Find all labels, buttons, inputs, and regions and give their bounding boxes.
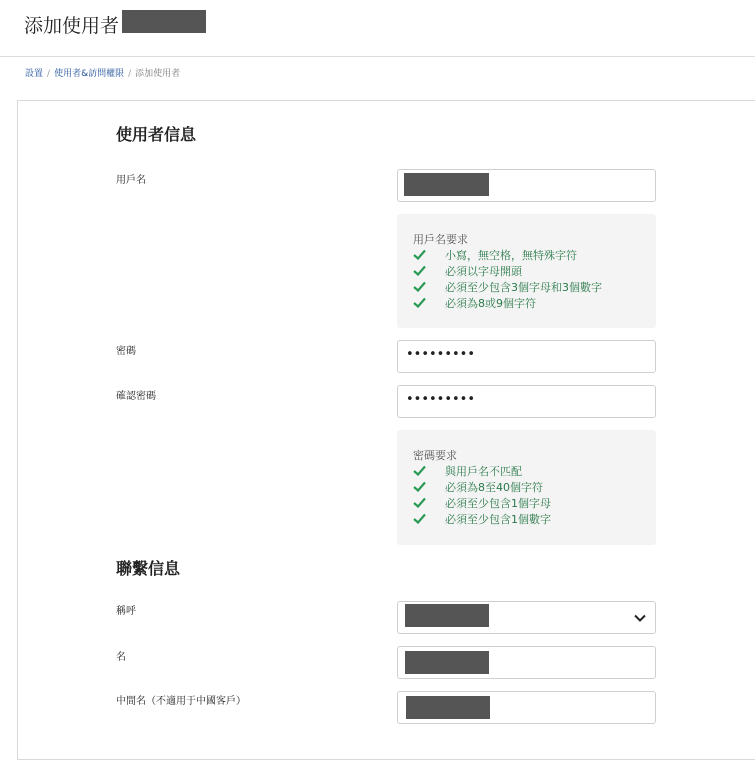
redacted-middle-name-value — [406, 696, 490, 719]
username-requirements-panel — [397, 214, 656, 328]
breadcrumb-separator: / — [47, 69, 51, 79]
requirement-text: 必須至少包含3個字母和3個數字 — [445, 281, 602, 294]
first-name-label: 名 — [116, 652, 126, 663]
page-title: 添加使用者 — [24, 15, 120, 37]
password-requirements-panel — [397, 430, 656, 545]
check-icon — [413, 297, 426, 308]
section-title-contact-info: 聯繫信息 — [116, 559, 181, 578]
page-header — [0, 0, 755, 57]
breadcrumb-item-users-access[interactable]: 使用者&訪問權限 — [54, 69, 125, 79]
redacted-first-name-value — [405, 651, 489, 674]
confirm-password-masked-value: ••••••••• — [406, 392, 476, 407]
section-title-user-info: 使用者信息 — [116, 125, 197, 144]
breadcrumb-separator: / — [128, 69, 132, 79]
breadcrumb-item-current: 添加使用者 — [135, 69, 181, 79]
confirm-password-label: 確認密碼 — [116, 391, 156, 402]
salutation-select[interactable] — [397, 601, 656, 634]
requirement-text: 必須為8或9個字符 — [445, 297, 536, 310]
first-name-input[interactable] — [397, 646, 656, 679]
check-icon — [413, 281, 426, 292]
check-icon — [413, 265, 426, 276]
check-icon — [413, 497, 426, 508]
middle-name-input[interactable] — [397, 691, 656, 724]
redacted-username-value — [404, 173, 489, 196]
middle-name-label: 中間名（不適用于中國客戶） — [116, 696, 246, 707]
redacted-salutation-value — [405, 604, 489, 627]
requirement-text: 必須為8至40個字符 — [445, 481, 543, 494]
password-masked-value: ••••••••• — [406, 347, 476, 362]
username-label: 用戶名 — [116, 175, 146, 186]
salutation-label: 稱呼 — [116, 606, 136, 617]
check-icon — [413, 249, 426, 260]
requirement-text: 必須至少包含1個數字 — [445, 513, 551, 526]
username-requirements-title: 用戶名要求 — [413, 233, 468, 246]
requirement-text: 必須以字母開頭 — [445, 265, 522, 278]
breadcrumb-item-settings[interactable]: 設置 — [25, 69, 44, 79]
requirement-text: 與用戶名不匹配 — [445, 465, 522, 478]
requirement-text: 必須至少包含1個字母 — [445, 497, 551, 510]
redacted-title-block — [122, 10, 206, 33]
check-icon — [413, 481, 426, 492]
password-label: 密碼 — [116, 346, 136, 357]
check-icon — [413, 513, 426, 524]
password-requirements-title: 密碼要求 — [413, 449, 457, 462]
confirm-password-input[interactable] — [397, 385, 656, 418]
password-input[interactable] — [397, 340, 656, 373]
breadcrumb — [25, 66, 180, 79]
chevron-down-icon[interactable] — [633, 611, 647, 625]
requirement-text: 小寫，無空格，無特殊字符 — [445, 249, 577, 262]
username-input[interactable] — [397, 169, 656, 202]
check-icon — [413, 465, 426, 476]
